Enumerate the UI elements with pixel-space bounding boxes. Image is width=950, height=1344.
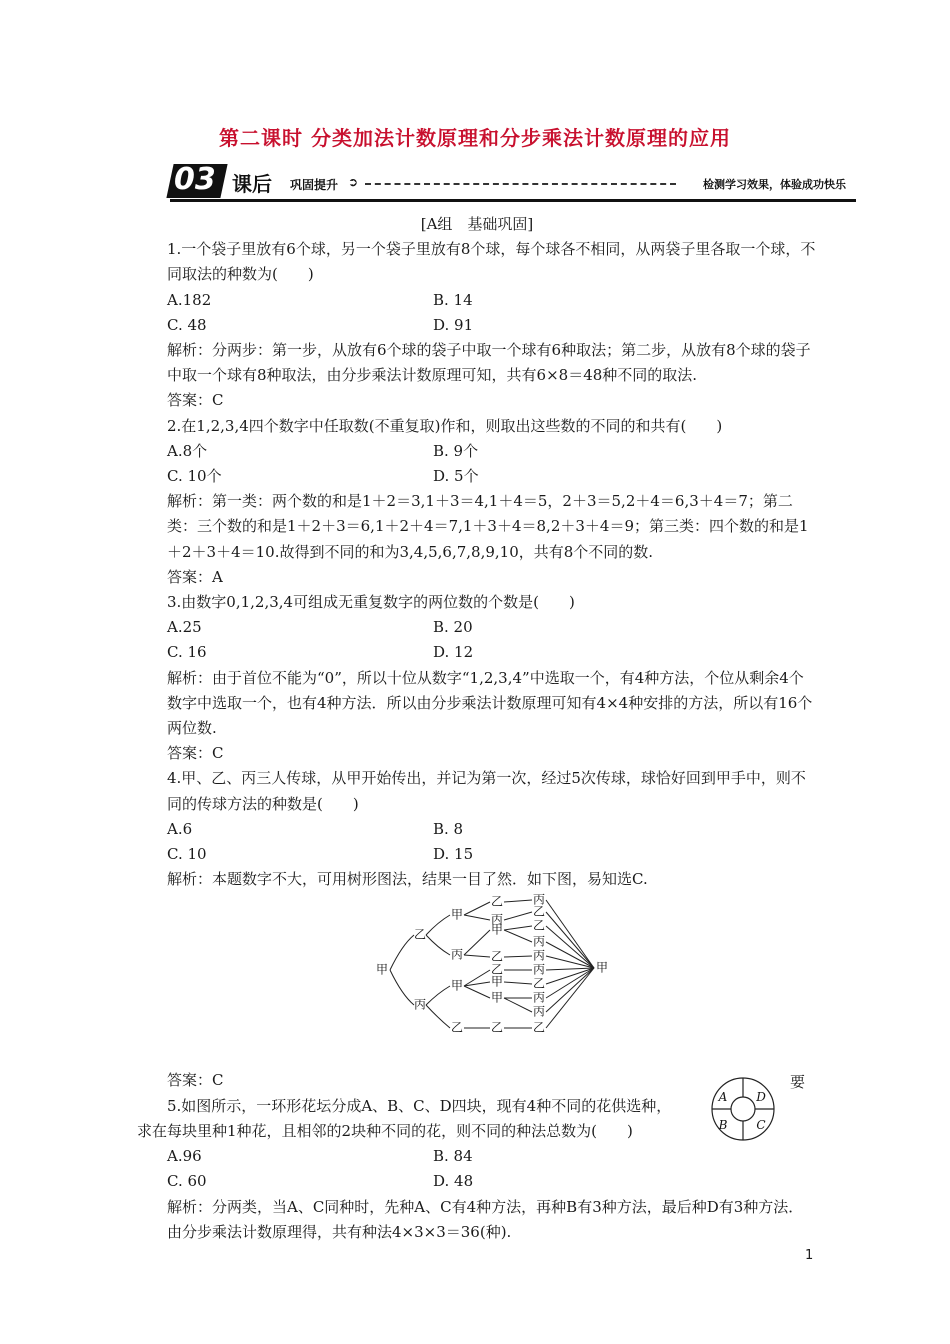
- options-row: [137, 1144, 817, 1169]
- options-row: [137, 439, 817, 464]
- tree-node: 甲: [450, 978, 464, 993]
- analysis: 解析：分两步：第一步，从放有6个球的袋子中取一个球有6种取法；第二步，从放有8个球的袋子中取一个球有8种取法，由分步乘法计数原理可知，共有6×8＝48种不同的取法.: [167, 341, 811, 385]
- option: A.8个: [167, 441, 208, 460]
- option: D. 12: [433, 643, 474, 662]
- tree-node: 甲: [490, 974, 504, 989]
- tree-node: 乙: [532, 918, 546, 933]
- option: A.25: [167, 618, 202, 637]
- tree-node: 甲: [375, 962, 389, 977]
- tree-node: 乙: [490, 1020, 504, 1035]
- question-stem-continued: 求在每块里种1种花，且相邻的2块种不同的花，则不同的种法总数为( ): [137, 1121, 633, 1140]
- tree-node: 甲: [595, 960, 609, 975]
- tree-node: 丙: [532, 1004, 546, 1019]
- option: D. 15: [433, 845, 474, 864]
- tree-node: 乙: [532, 904, 546, 919]
- analysis: 解析：本题数字不大，可用树形图法，结果一目了然．如下图，易知选C.: [167, 870, 648, 889]
- tree-node: 乙: [413, 927, 427, 942]
- ring-label: A: [718, 1090, 728, 1104]
- arrow-circle-icon: ➲: [348, 175, 359, 189]
- options-row: [137, 1169, 817, 1194]
- analysis: 解析：第一类：两个数的和是1＋2＝3,1＋3＝4,1＋4＝5，2＋3＝5,2＋4＝6,3＋4＝7；第二类：三个数的和是1＋2＋3＝6,1＋2＋4＝7,1＋3＋4＝8,2＋3＋4＝9；第三类：四个数的和是1＋2＋3＋4＝10.故得到不同的和为3,4,5,6,7,8,9,10，共有8个不同的数.: [167, 492, 809, 561]
- option: A.6: [167, 819, 193, 838]
- analysis: 解析：分两类，当A、C同种时，先种A、C有4种方法，再种B有3种方法，最后种D有3种方法．由分步乘法计数原理得，共有种法4×3×3＝36(种).: [167, 1197, 804, 1241]
- option: A.96: [167, 1147, 202, 1166]
- banner-number: 03: [174, 162, 216, 197]
- answer: 答案：C: [167, 391, 224, 410]
- ring-label: C: [756, 1118, 766, 1132]
- option: D. 5个: [433, 467, 479, 486]
- options-row: [137, 640, 817, 665]
- tree-node: 乙: [490, 949, 504, 964]
- option: D. 91: [433, 315, 474, 334]
- tree-node: 丙: [413, 997, 427, 1012]
- option: B. 20: [433, 618, 473, 637]
- page-number: 1: [805, 1248, 814, 1263]
- tree-node: 乙: [532, 1020, 546, 1035]
- answer: 答案：C: [167, 1071, 224, 1090]
- options-row: [137, 464, 817, 489]
- tree-node: 丙: [532, 962, 546, 977]
- answer: 答案：C: [167, 744, 224, 763]
- tree-node: 乙: [450, 1020, 464, 1035]
- option: C. 10: [167, 845, 207, 864]
- banner-rule: [170, 199, 856, 202]
- tree-node: 甲: [450, 907, 464, 922]
- options-row: [137, 615, 817, 640]
- banner-subtitle: 巩固提升: [290, 178, 339, 192]
- ball-passing-tree-diagram: [372, 890, 622, 1040]
- question-stem-tail: 要: [790, 1073, 806, 1091]
- option: B. 14: [433, 290, 473, 309]
- option: D. 48: [433, 1172, 474, 1191]
- tree-node: 丙: [450, 947, 464, 962]
- ring-label: D: [756, 1090, 766, 1104]
- tree-node: 丙: [532, 990, 546, 1005]
- tree-node: 甲: [490, 990, 504, 1005]
- options-row: [137, 842, 817, 867]
- question-stem: 4.甲、乙、丙三人传球，从甲开始传出，并记为第一次，经过5次传球，球恰好回到甲手中，则不同的传球方法的种数是( ): [167, 769, 806, 813]
- ring-flowerbed-diagram: [709, 1075, 777, 1143]
- banner-dash-line: [365, 183, 676, 185]
- banner-label: 课后: [232, 172, 272, 196]
- tree-node: 乙: [490, 962, 504, 977]
- tree-node: 乙: [532, 976, 546, 991]
- options-row: [137, 817, 817, 842]
- answer: 答案：A: [167, 567, 223, 586]
- question-stem: 3.由数字0,1,2,3,4可组成无重复数字的两位数的个数是( ): [167, 593, 575, 612]
- tree-node: 甲: [490, 922, 504, 937]
- tree-node: 丙: [490, 912, 504, 927]
- tree-node: 乙: [490, 894, 504, 909]
- question-stem: 1.一个袋子里放有6个球，另一个袋子里放有8个球，每个球各不相同，从两袋子里各取一个球，不同取法的种数为( ): [167, 240, 816, 284]
- group-heading: [A组 基础巩固]: [420, 215, 534, 233]
- tree-node: 丙: [532, 934, 546, 949]
- question-stem: 2.在1,2,3,4四个数字中任取数(不重复取)作和，则取出这些数的不同的和共有( ): [167, 416, 723, 435]
- page-title: 第二课时 分类加法计数原理和分步乘法计数原理的应用: [219, 126, 731, 150]
- option: B. 84: [433, 1147, 473, 1166]
- ring-label: B: [718, 1118, 728, 1132]
- tree-node: 丙: [532, 948, 546, 963]
- option: B. 8: [433, 819, 464, 838]
- analysis: 解析：由于首位不能为“0”，所以十位从数字“1,2,3,4”中选取一个，有4种方法，个位从剩余4个数字中选取一个，也有4种方法．所以由分步乘法计数原理可知有4×4种安排的方法，所以有16个两位数.: [167, 668, 813, 738]
- option: C. 10个: [167, 467, 222, 486]
- option: C. 48: [167, 315, 207, 334]
- option: B. 9个: [433, 441, 479, 460]
- tree-node: 丙: [532, 892, 546, 907]
- option: C. 60: [167, 1172, 207, 1191]
- banner-slogan: 检测学习效果，体验成功快乐: [703, 178, 846, 191]
- section-banner: [170, 162, 856, 202]
- option: C. 16: [167, 643, 207, 662]
- options-row: [137, 313, 817, 338]
- option: A.182: [167, 290, 212, 309]
- question-stem: 5.如图所示，一环形花坛分成A、B、C、D四块，现有4种不同的花供选种，: [167, 1096, 672, 1115]
- options-row: [137, 288, 817, 313]
